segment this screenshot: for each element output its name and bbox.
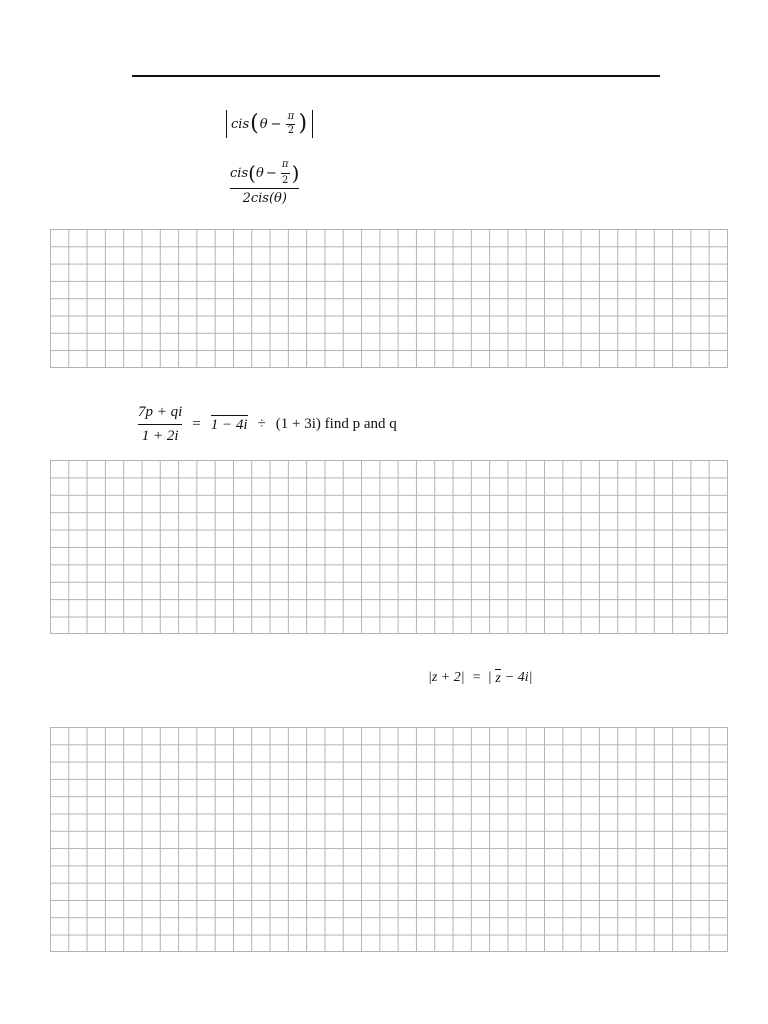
two-denominator: 2 <box>281 174 289 186</box>
abs-bar-open: | <box>488 670 492 685</box>
expression-modulus-equation <box>428 669 532 687</box>
minus-sign: − <box>265 165 277 181</box>
fraction-numerator: 7p + qi <box>138 404 183 420</box>
cis-text: cis <box>231 116 250 132</box>
equals-sign: = <box>192 416 201 432</box>
minus-sign: − <box>270 116 282 132</box>
rhs-rest: − 4i| <box>504 670 533 685</box>
fraction-line <box>138 424 182 425</box>
fraction-line <box>281 173 290 174</box>
cis-text: cis <box>230 165 249 181</box>
main-fraction-line <box>230 188 299 189</box>
abs-bar-left <box>226 110 227 138</box>
divide-sign: ÷ <box>257 416 266 432</box>
theta-symbol: θ <box>255 165 264 181</box>
equals-sign: = <box>472 670 481 685</box>
graph-paper-3 <box>50 727 728 952</box>
pi-over-two <box>286 112 295 136</box>
pi-symbol: π <box>281 159 289 170</box>
cis-fraction <box>230 160 299 206</box>
graph-paper-2 <box>50 460 728 634</box>
expression-cis-quotient <box>230 160 299 206</box>
paren-close: ) <box>298 111 308 136</box>
fraction-denominator: 2cis(θ) <box>242 191 287 206</box>
pi-symbol: π <box>287 111 295 122</box>
fraction-denominator: 1 + 2i <box>141 428 179 444</box>
z-conjugate: z <box>495 671 501 686</box>
two-denominator: 2 <box>287 124 295 136</box>
expression-find-p-q <box>138 404 397 445</box>
fraction-numerator <box>230 160 299 186</box>
paren-open: ( <box>248 161 256 185</box>
theta-symbol: θ <box>259 116 268 132</box>
abs-bar-right <box>312 110 313 138</box>
complex-fraction <box>138 404 182 445</box>
conjugate-term: 1 − 4i <box>210 417 248 433</box>
paren-close: ) <box>291 161 300 185</box>
header-rule <box>132 75 660 77</box>
paren-open: ( <box>250 111 259 136</box>
expression-modulus-cis <box>222 110 317 138</box>
instruction-text: (1 + 3i) find p and q <box>275 416 397 432</box>
pi-over-two <box>281 160 290 186</box>
lhs-modulus: |z + 2| <box>428 670 465 685</box>
graph-paper-1 <box>50 229 728 368</box>
